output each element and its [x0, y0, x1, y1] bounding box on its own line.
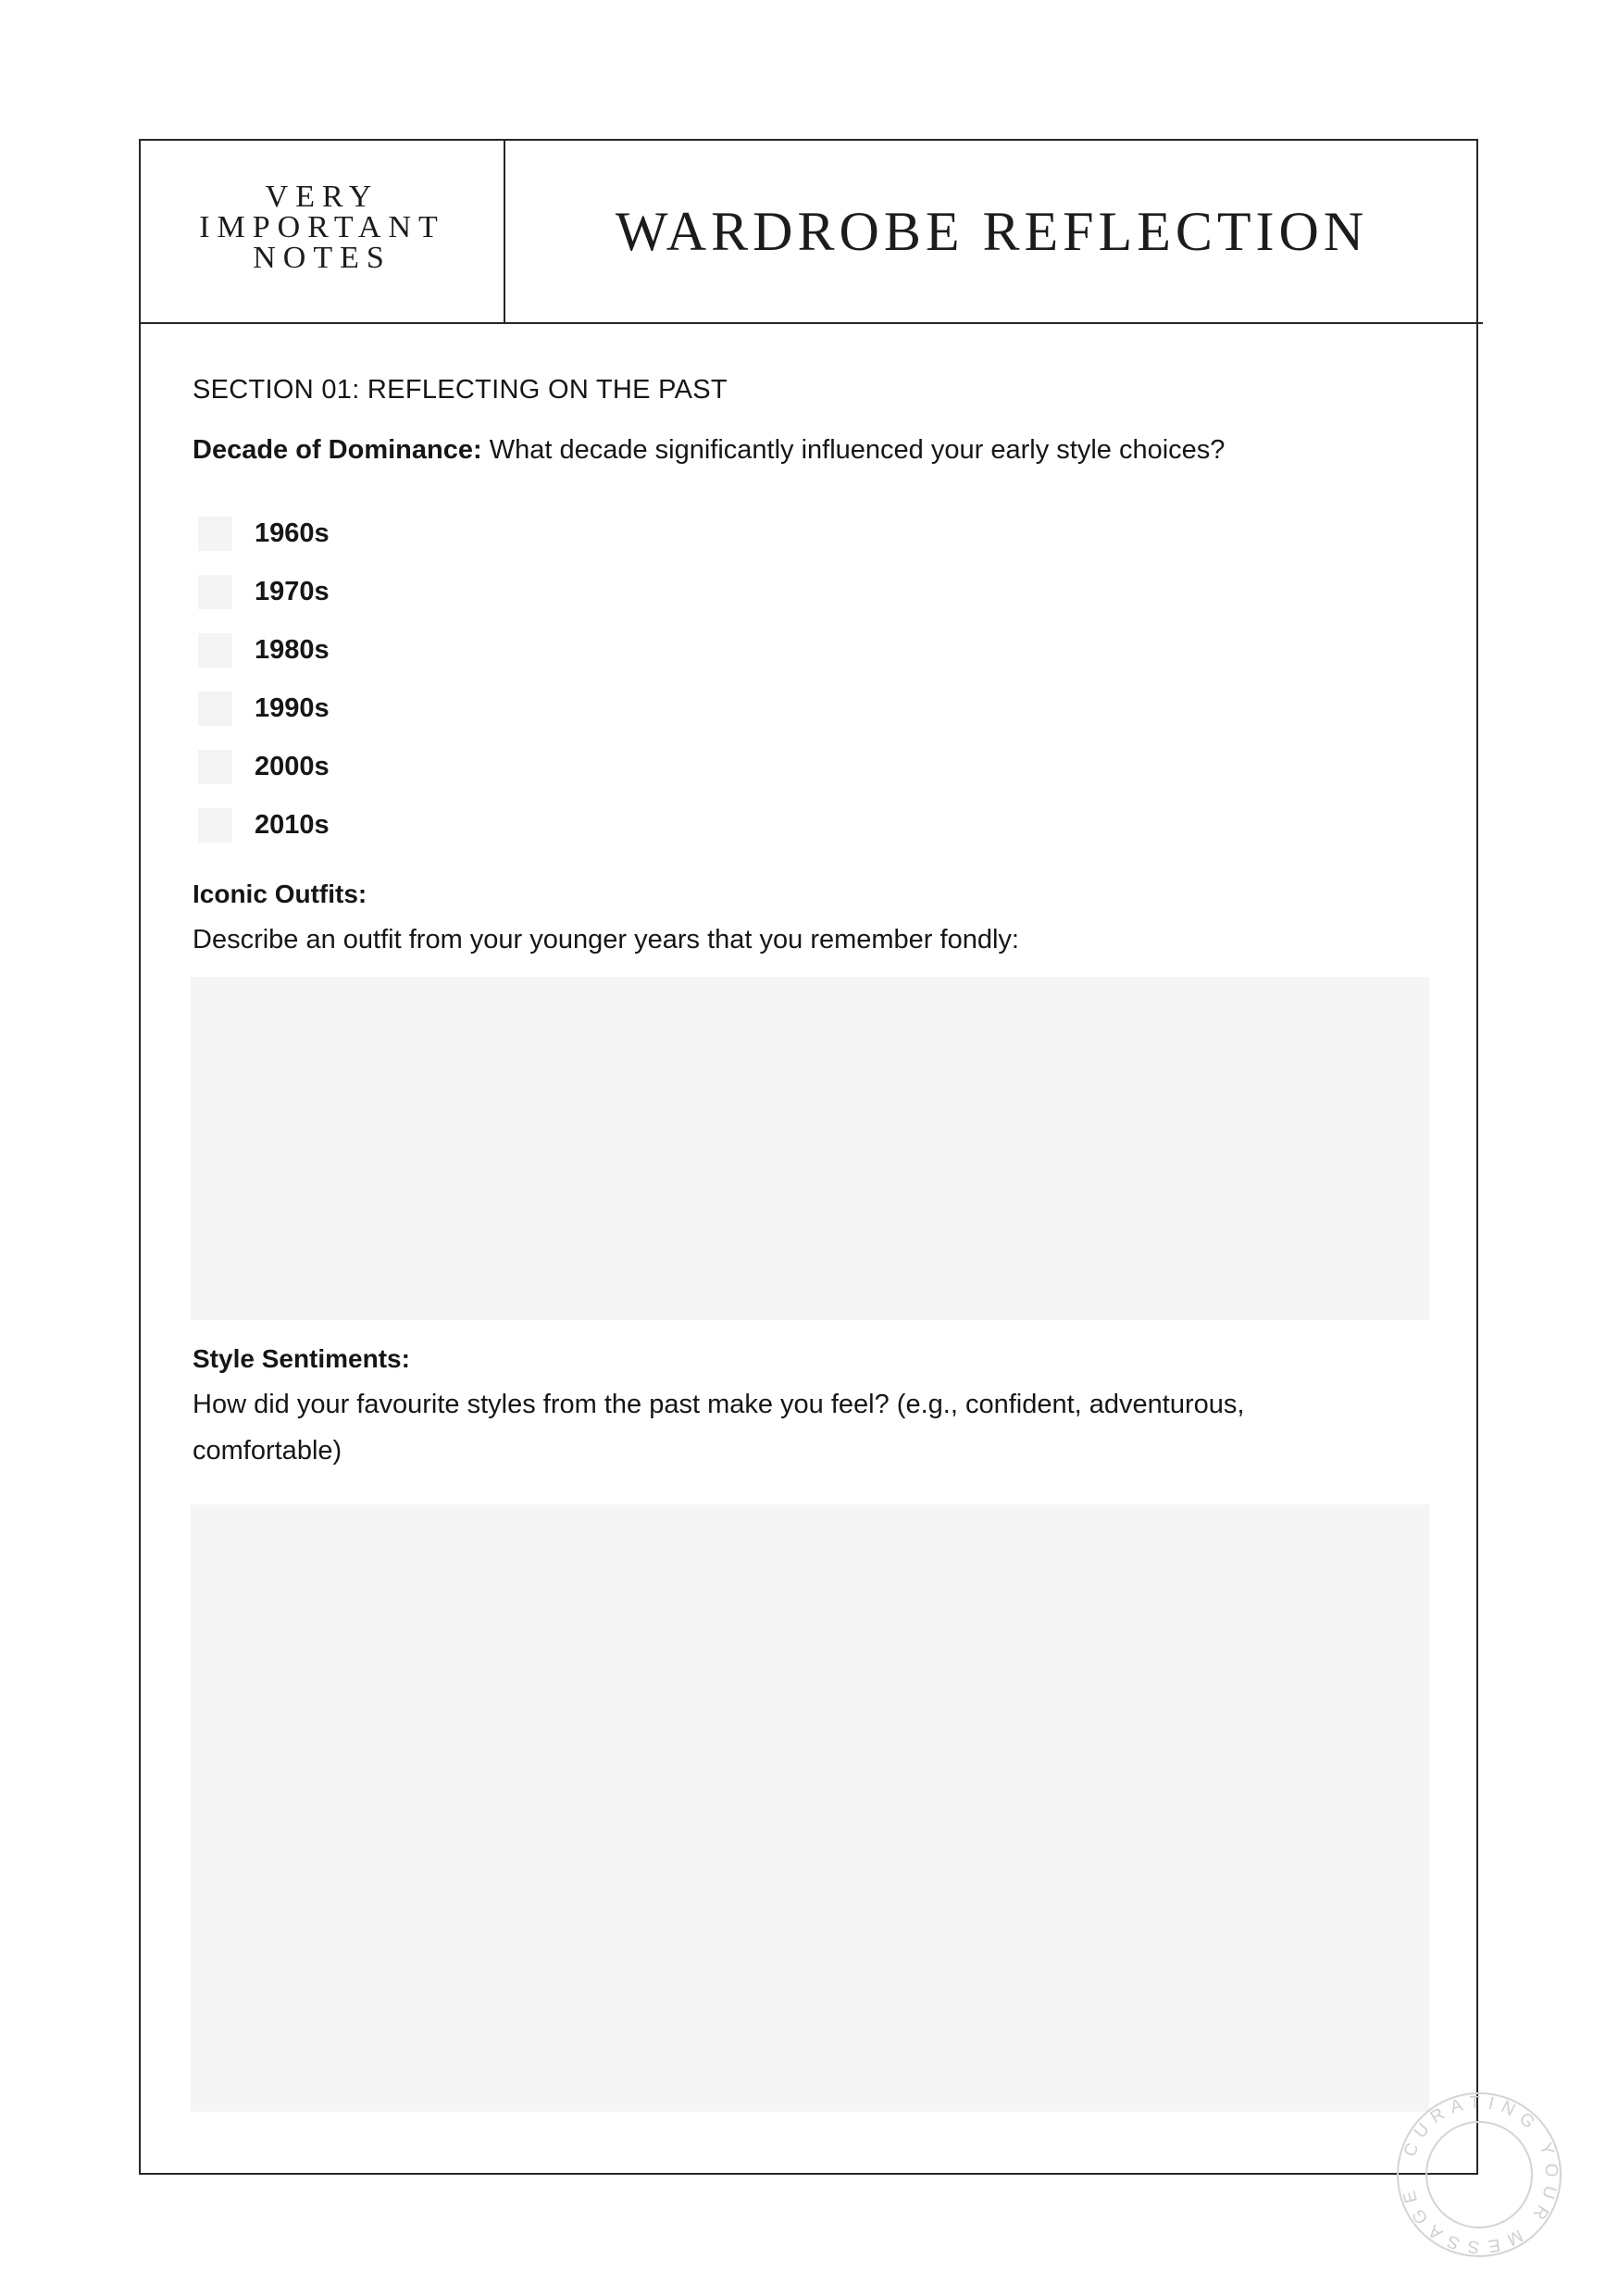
decade-option-1980s[interactable] — [193, 621, 330, 680]
style-sentiments-prompt-line1: How did your favourite styles from the past make you feel? (e.g., confident, adventurous, — [193, 1390, 1245, 1419]
page-title: WARDROBE REFLECTION — [615, 200, 1369, 262]
style-sentiments-answer-field[interactable] — [191, 1504, 1429, 2112]
decade-question-text: What decade significantly influenced your early style choices? — [489, 435, 1226, 465]
option-label: 1990s — [255, 693, 330, 723]
style-sentiments-label: Style Sentiments: — [193, 1344, 410, 1373]
iconic-outfits-prompt: Describe an outfit from your younger years that you remember fondly: — [193, 925, 1019, 955]
stamp-text: CURATING YOUR MESSAGE — [1398, 2092, 1562, 2257]
curating-your-message-stamp — [1395, 2090, 1563, 2259]
section-title: SECTION 01: REFLECTING ON THE PAST — [193, 375, 728, 405]
header-divider — [141, 322, 1483, 324]
option-label: 1980s — [255, 635, 330, 665]
decade-option-2010s[interactable] — [193, 796, 330, 855]
decade-option-1960s[interactable] — [193, 505, 330, 563]
checkbox[interactable] — [198, 750, 232, 784]
svg-text:CURATING YOUR MESSAGE — [1398, 2093, 1561, 2257]
checkbox[interactable] — [198, 692, 232, 726]
decade-option-1990s[interactable] — [193, 680, 330, 738]
decade-option-2000s[interactable] — [193, 738, 330, 796]
checkbox[interactable] — [198, 575, 232, 609]
brand-line-1: VERY — [265, 180, 380, 214]
checkbox[interactable] — [198, 633, 232, 668]
option-label: 1960s — [255, 518, 330, 548]
iconic-outfits-answer-field[interactable] — [191, 977, 1429, 1320]
decade-question-label: Decade of Dominance: — [193, 435, 482, 465]
option-label: 1970s — [255, 577, 330, 606]
brand-logo-text — [141, 181, 504, 273]
decade-question — [193, 435, 1225, 466]
checkbox[interactable] — [198, 808, 232, 842]
option-label: 2010s — [255, 810, 330, 840]
brand-line-3: NOTES — [253, 241, 392, 275]
checkbox[interactable] — [198, 517, 232, 551]
decade-options — [193, 505, 330, 855]
brand-line-2: IMPORTANT — [199, 210, 445, 244]
option-label: 2000s — [255, 752, 330, 781]
decade-option-1970s[interactable] — [193, 563, 330, 621]
style-sentiments-prompt-line2: comfortable) — [193, 1436, 342, 1466]
iconic-outfits-label: Iconic Outfits: — [193, 880, 367, 908]
